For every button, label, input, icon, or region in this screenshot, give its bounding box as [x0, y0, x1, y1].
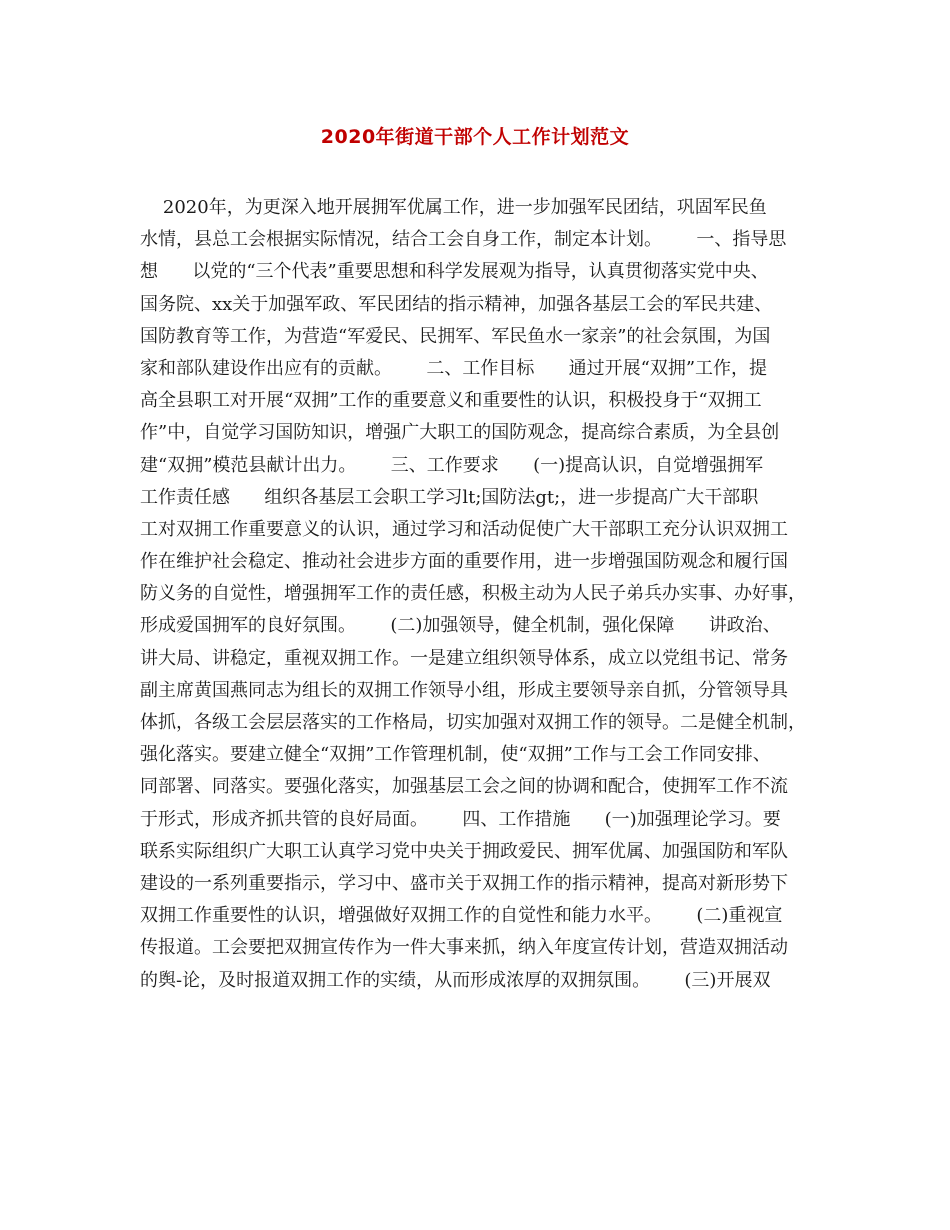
body-line: 国务院、xx关于加强军政、军民团结的指示精神，加强各基层工会的军民共建、	[140, 293, 773, 315]
body-line: 家和部队建设作出应有的贡献。 二、工作目标 通过开展“双拥”工作，提	[140, 357, 768, 379]
body-line: 讲大局、讲稳定，重视双拥工作。一是建立组织领导体系，成立以党组书记、常务	[140, 647, 788, 669]
body-line: 国防教育等工作，为营造“军爱民、民拥军、军民鱼水一家亲”的社会氛围，为国	[140, 325, 771, 347]
body-line: 高全县职工对开展“双拥”工作的重要意义和重要性的认识，积极投身于“双拥工	[140, 390, 762, 412]
body-line: 建设的一系列重要指示，学习中、盛市关于双拥工作的指示精神，提高对新形势下	[140, 872, 788, 894]
body-line: 想 以党的“三个代表”重要思想和科学发展观为指导，认真贯彻落实党中央、	[140, 261, 769, 283]
body-line: 于形式，形成齐抓共管的良好局面。 四、工作措施 (一)加强理论学习。要	[140, 808, 781, 830]
body-line: 副主席黄国燕同志为组长的双拥工作领导小组，形成主要领导亲自抓，分管领导具	[140, 679, 788, 701]
body-line: 同部署、同落实。要强化落实，加强基层工会之间的协调和配合，使拥军工作不流	[140, 776, 788, 798]
body-line: 作”中，自觉学习国防知识，增强广大职工的国防观念，提高综合素质，为全县创	[140, 422, 780, 444]
body-line: 联系实际组织广大职工认真学习党中央关于拥政爱民、拥军优属、加强国防和军队	[140, 840, 788, 862]
body-line: 作在维护社会稳定、推动社会进步方面的重要作用，进一步增强国防观念和履行国	[140, 551, 788, 573]
body-line: 工对双拥工作重要意义的认识，通过学习和活动促使广大干部职工充分认识双拥工	[140, 518, 788, 540]
body-line: 双拥工作重要性的认识，增强做好双拥工作的自觉性和能力水平。 (二)重视宣	[140, 905, 783, 927]
body-line: 传报道。工会要把双拥宣传作为一件大事来抓，纳入年度宣传计划，营造双拥活动	[140, 937, 788, 959]
body-line: 建“双拥”模范县献计出力。 三、工作要求 (一)提高认识，自觉增强拥军	[140, 454, 764, 476]
body-line: 的舆-论，及时报道双拥工作的实绩，从而形成浓厚的双拥氛围。 (三)开展双	[140, 969, 771, 991]
body-line: 工作责任感 组织各基层工会职工学习lt;国防法gt;，进一步提高广大干部职	[140, 486, 759, 508]
body-line: 体抓，各级工会层层落实的工作格局，切实加强对双拥工作的领导。二是健全机制，	[140, 712, 806, 733]
body-line: 强化落实。要建立健全“双拥”工作管理机制，使“双拥”工作与工会工作同安排、	[140, 744, 771, 766]
body-line: 形成爱国拥军的良好氛围。 (二)加强领导，健全机制，强化保障 讲政治、	[140, 615, 781, 637]
body-line: 防义务的自觉性，增强拥军工作的责任感，积极主动为人民子弟兵办实事、办好事，	[140, 583, 806, 605]
document-body	[140, 192, 820, 997]
document-title: 2020年街道干部个人工作计划范文	[320, 126, 630, 148]
body-line: 水情，县总工会根据实际情况，结合工会自身工作，制定本计划。 一、指导思	[140, 229, 787, 251]
body-line: 2020年，为更深入地开展拥军优属工作，进一步加强军民团结，巩固军民鱼	[140, 197, 767, 218]
